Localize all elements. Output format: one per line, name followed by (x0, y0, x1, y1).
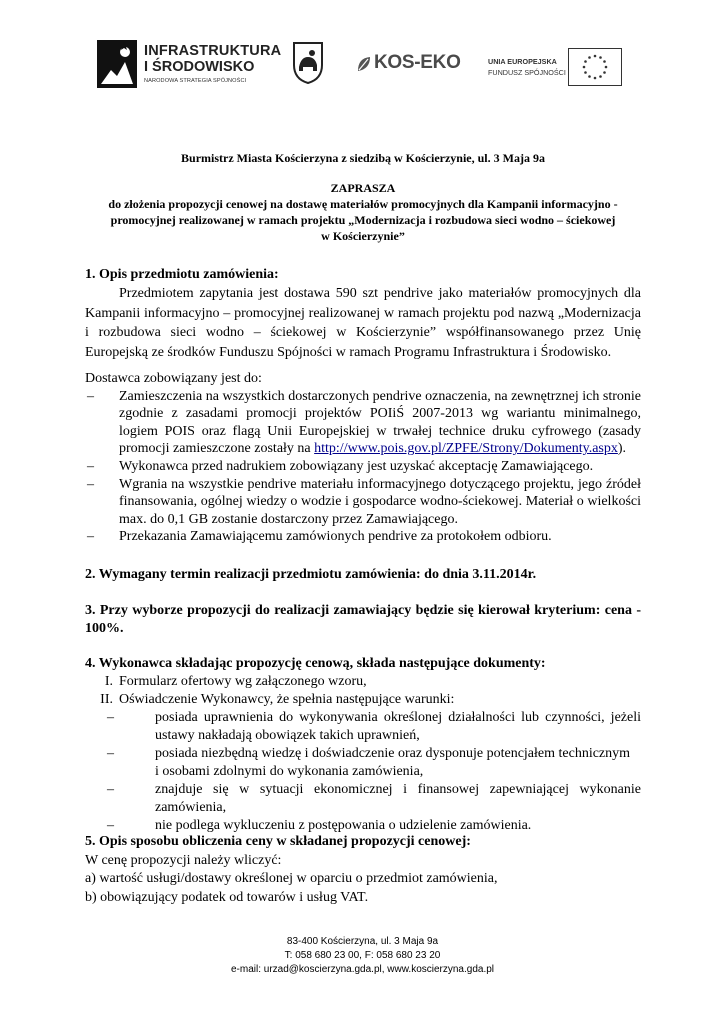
condition-2-line-2: i osobami zdolnymi do wykonania zamówienia, (155, 764, 424, 779)
obligation-item (85, 458, 641, 476)
ue-logo (488, 48, 648, 88)
kos-eko-logo (356, 52, 466, 78)
dash-marker: – (107, 710, 114, 725)
koscierzyna-crest-icon (292, 41, 324, 85)
condition-2-line-1: posiada niezbędną wiedzę i doświadczenie oraz dysponuje potencjałem technicznym (155, 746, 631, 761)
obligation-item (85, 388, 641, 458)
condition-item (85, 781, 641, 817)
invitation (85, 180, 641, 244)
footer-contact: e-mail: urzad@koscierzyna.gda.pl, www.koscierzyna.gda.pl (230, 964, 495, 975)
supplier-obligations (85, 370, 641, 546)
section-2-heading: 2. Wymagany termin realizacji przedmiotu zamówienia: do dnia 3.11.2014r. (85, 567, 537, 582)
document-item (85, 673, 641, 691)
invite-text-1: do złożenia propozycji cenowej na dostawę materiałów promocyjnych dla Kampanii informacyjno - (108, 197, 618, 211)
document-1-text: Formularz ofertowy wg załączonego wzoru, (119, 674, 367, 689)
dash-marker: – (87, 458, 94, 474)
documents-list (85, 673, 641, 709)
condition-1-text: posiada uprawnienia do wykonywania określonej działalności lub czynności, jeżeli ustawy nakładają obowiązek takich uprawnień, (155, 710, 641, 743)
section-5-item-a: a) wartość usługi/dostawy określonej w oparciu o przedmiot zamówienia, (85, 871, 498, 886)
section-1-heading: 1. Opis przedmiotu zamówienia: (85, 267, 279, 282)
logo-bar (0, 30, 725, 98)
kos-eko-leaf-icon (356, 55, 372, 73)
condition-3-text: znajduje się w sytuacji ekonomicznej i finansowej zapewniającej wykonanie zamówienia, (155, 782, 641, 815)
footer (0, 935, 725, 977)
ue-line2: FUNDUSZ SPÓJNOŚCI (488, 68, 566, 77)
dash-marker: – (87, 529, 94, 545)
obligation-item (85, 476, 641, 529)
condition-4-text: nie podlega wykluczeniu z postępowania o udzielenie zamówienia. (155, 818, 532, 833)
kos-eko-text: KOS-EKO (374, 52, 461, 73)
infrastruktura-line1: INFRASTRUKTURA (144, 43, 282, 59)
infrastruktura-emblem-icon (97, 40, 137, 88)
section-5-heading: 5. Opis sposobu obliczenia ceny w składanej propozycji cenowej: (85, 834, 471, 849)
obligation-3-text: Wgrania na wszystkie pendrive materiału informacyjnego dotyczącego projektu, jego źródeł finansowania, ogólnej wiedzy o wodzie i gospodarce wodno-ściekowej. Materiał o wielkości max. do 0,1 GB zostanie dostarczony przez Zamawiającego. (119, 476, 641, 527)
infrastruktura-logo (97, 40, 282, 90)
invite-text-3: w Kościerzynie” (321, 229, 405, 243)
obligation-1-end: ). (617, 441, 627, 457)
dash-marker: – (87, 476, 94, 492)
dash-marker: – (107, 746, 114, 761)
pois-documents-link[interactable]: http://www.pois.gov.pl/ZPFE/Strony/Dokumenty.aspx (314, 441, 618, 457)
section-1 (85, 265, 641, 362)
section-5-item-b: b) obowiązujący podatek od towarów i usług VAT. (85, 889, 369, 905)
footer-address: 83-400 Kościerzyna, ul. 3 Maja 9a (286, 936, 439, 947)
footer-phone: T: 058 680 23 00, F: 058 680 23 20 (284, 950, 441, 961)
dash-marker: – (107, 818, 114, 833)
infrastruktura-line3: NARODOWA STRATEGIA SPÓJNOŚCI (144, 78, 247, 84)
document-2-text: Oświadczenie Wykonawcy, że spełnia następujące warunki: (119, 692, 455, 707)
supplier-intro: Dostawca zobowiązany jest do: (85, 371, 262, 386)
obligation-4-text: Przekazania Zamawiającemu zamówionych pendrive za protokołem odbioru. (119, 529, 552, 545)
invite-title: ZAPRASZA (330, 181, 396, 195)
obligation-2-text: Wykonawca przed nadrukiem zobowiązany jest uzyskać akceptację Zamawiającego. (119, 458, 594, 474)
invite-text-2: promocyjnej realizowanej w ramach projektu „Modernizacja i rozbudowa sieci wodno – ściekowej (110, 213, 616, 227)
section-4 (85, 655, 641, 835)
condition-item (85, 709, 641, 745)
section-1-paragraph: Przedmiotem zapytania jest dostawa 590 szt pendrive jako materiałów promocyjnych dla Kampanii informacyjno – promocyjnej realizowanej w ramach projektu pod nazwą „Modernizacja i rozbudowa sieci wodno – ściekowej w Kościerzynie” współfinansowanego przez Unię Europejską ze środków Funduszu Spójności w ramach Programu Infrastruktura i Środowisko. (85, 286, 641, 360)
section-3-heading: 3. Przy wyborze propozycji do realizacji zamawiający będzie się kierował kryterium: cena - 100%. (85, 603, 641, 636)
section-5 (85, 833, 641, 907)
eu-flag-icon (568, 48, 622, 86)
roman-numeral-2: II. (100, 692, 113, 707)
infrastruktura-line2: I ŚRODOWISKO (144, 59, 255, 75)
dash-marker: – (107, 782, 114, 797)
ue-line1: UNIA EUROPEJSKA (488, 57, 557, 66)
dash-marker: – (87, 388, 94, 404)
obligation-item (85, 528, 641, 546)
condition-item (85, 745, 641, 781)
issuer-line: Burmistrz Miasta Kościerzyna z siedzibą w Kościerzynie, ul. 3 Maja 9a (181, 151, 545, 165)
roman-numeral-1: I. (104, 674, 113, 689)
section-5-intro: W cenę propozycji należy wliczyć: (85, 852, 282, 868)
obligations-list (85, 388, 641, 546)
section-4-heading: 4. Wykonawca składając propozycję cenową, składa następujące dokumenty: (85, 656, 546, 671)
document-item (85, 691, 641, 709)
conditions-list (85, 709, 641, 835)
obligation-1-text: Zamieszczenia na wszystkich dostarczonych pendrive oznaczenia, na zewnętrznej ich stronie zgodnie z zasadami promocji projektów POIiŚ 2007-2013 wg wariantu minimalnego, logiem POIS oraz flagą Unii Europejskiej w trwałej technice druku cyfrowego (zasady promocji zamieszczone zostały na (119, 388, 641, 457)
